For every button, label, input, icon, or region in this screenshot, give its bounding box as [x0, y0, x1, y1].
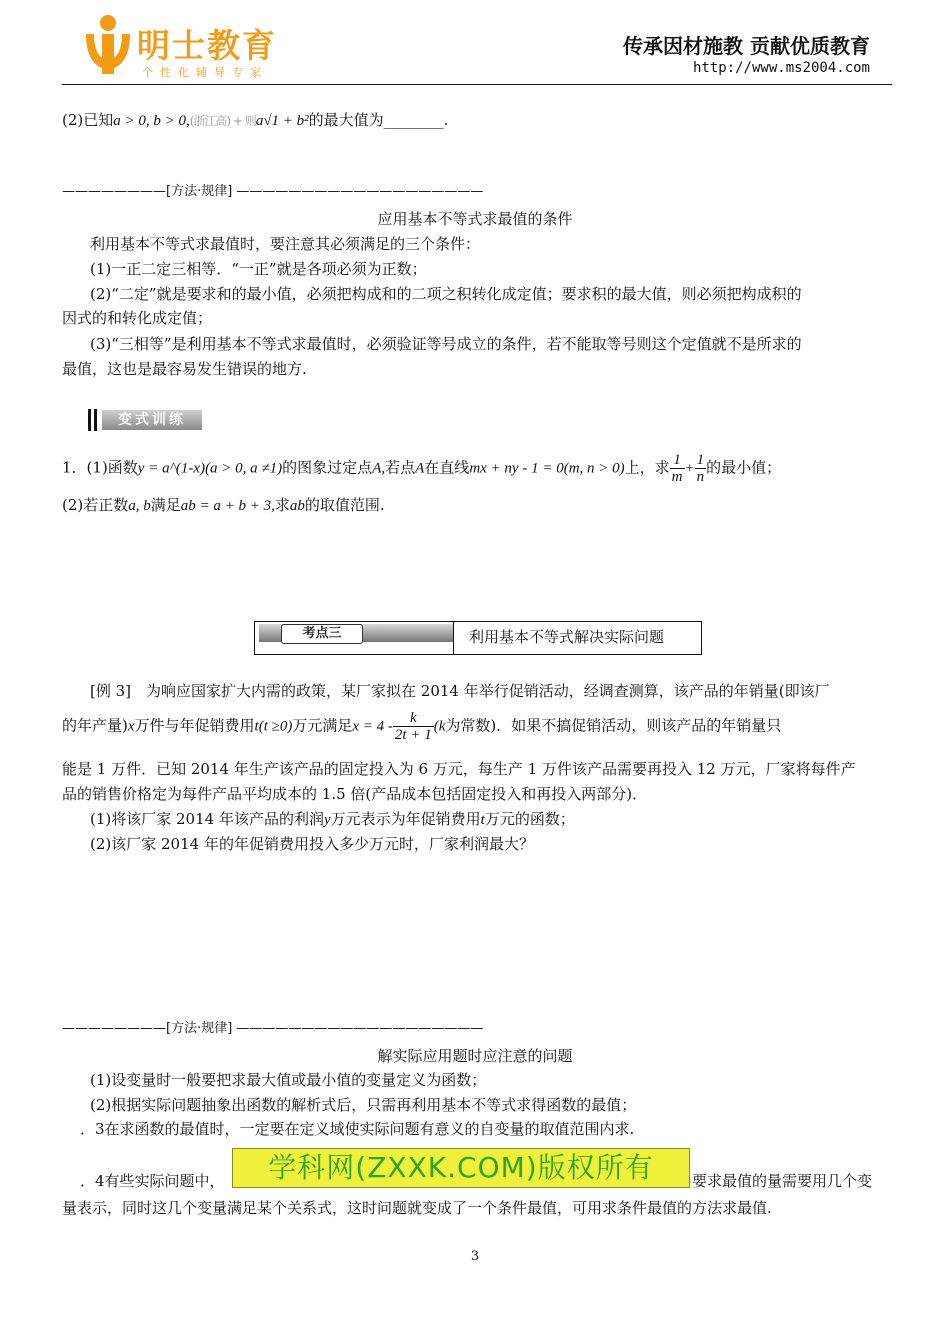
- q2-prefix: (2)已知: [62, 111, 114, 129]
- header-divider: [62, 84, 892, 85]
- ex3-var-t: t: [480, 812, 485, 828]
- method1-line-6: 最值，这也是最容易发生错误的地方.: [62, 360, 307, 378]
- example3-question-1: [90, 809, 575, 830]
- ex1-fraction-2: $\frac{1}{n}$: [696, 452, 705, 485]
- ex3-var-x: x: [127, 718, 135, 735]
- header-url[interactable]: http://www.ms2004.com: [692, 60, 870, 76]
- ex1-point: A: [415, 460, 425, 477]
- exercise-1-part-1: [62, 452, 781, 485]
- example3-line-3: 能是 1 万件．已知 2014 年生产该产品的固定投入为 6 万元，每生产 1 万件该产品需要再投入 12 万元，厂家将每件产: [62, 760, 856, 778]
- ex3-text: 万件与年促销费用: [134, 716, 255, 735]
- logo: [80, 10, 310, 80]
- method2-line-4a: ．4有些实际问题中，: [80, 1172, 225, 1190]
- method1-line-4: 因式的和转化成定值；: [62, 309, 213, 327]
- method-heading-2: ————————[方法·规律] ———————————————————: [62, 1021, 484, 1036]
- ex1-vars: a, b: [128, 498, 151, 514]
- ex3-k: (k: [433, 718, 446, 735]
- method1-line-5: (3)“三相等”是利用基本不等式求最值时，必须验证等号成立的条件，若不能取等号则这个定值就不是所求的: [90, 335, 802, 353]
- ex3-fraction: $\frac{k}{2t + 1}$: [394, 710, 432, 743]
- ex1-text: 求: [274, 496, 290, 514]
- method1-line-1: 利用基本不等式求最值时，要注意其必须满足的三个条件：: [90, 235, 481, 253]
- ex1-equation: ab = a + b + 3,: [180, 498, 275, 514]
- ex1-text: (2)若正数: [62, 496, 129, 514]
- header-slogan: 传承因材施教 贡献优质教育: [623, 34, 870, 58]
- ex1-point: A,: [372, 460, 386, 477]
- ex1-text: 的图象过定点: [282, 458, 373, 477]
- ex1-line-equation: mx + ny - 1 = 0(m, n > 0): [469, 460, 625, 477]
- ex1-text: 1．(1)函数: [62, 458, 138, 477]
- ex1-plus: +: [684, 460, 695, 477]
- variant-training-label: [88, 409, 206, 431]
- variant-training-text: 变式训练: [102, 410, 202, 430]
- ex1-condition: (a > 0, a ≠1): [205, 460, 283, 477]
- copyright-watermark: 学科网(ZXXK.COM)版权所有: [232, 1148, 690, 1188]
- ex1-ab: ab: [289, 498, 305, 514]
- q2-suffix: 的最大值为________.: [308, 111, 449, 129]
- ex1-text: 的最小值；: [706, 458, 782, 477]
- logo-name: 明士教育: [137, 26, 277, 65]
- ex3-text: 万元的函数；: [484, 810, 575, 828]
- ex1-text: 满足: [150, 496, 181, 514]
- q2-garbled-text: (浙江高) + 则: [189, 114, 256, 128]
- test-point-divider: [453, 622, 454, 654]
- ex3-condition: (t ≥0): [258, 718, 293, 735]
- example3-question-2: (2)该厂家 2014 年的年促销费用投入多少万元时，厂家利润最大？: [90, 835, 534, 853]
- ex3-var-t: t: [254, 718, 259, 735]
- method1-line-3: (2)“二定”就是要求和的最小值，必须把构成和的二项之积转化成定值；要求积的最大值，则必须把构成积的: [90, 285, 802, 303]
- ex3-text: 万元表示为年促销费用: [330, 810, 481, 828]
- method-heading-1: ————————[方法·规律] ———————————————————: [62, 184, 484, 199]
- ex3-text: (1)将该厂家 2014 年该产品的利润: [90, 810, 324, 828]
- page-number: 3: [470, 1249, 480, 1264]
- ex1-function: y = a^(1-x): [137, 460, 206, 477]
- logo-tagline: 个性化辅导专家: [142, 66, 268, 79]
- method2-line-3: ．3在求函数的最值时，一定要在定义域使实际问题有意义的自变量的取值范围内求.: [80, 1120, 635, 1138]
- method2-line-5: 量表示，同时这几个变量满足某个关系式，这时问题就变成了一个条件最值，可用求条件最值的方法求最值.: [62, 1199, 772, 1217]
- method2-line-2: (2)根据实际问题抽象出函数的解析式后，只需再利用基本不等式求得函数的最值；: [90, 1096, 637, 1114]
- logo-figure-icon: [80, 14, 136, 76]
- example3-line-1: [例 3] 为响应国家扩大内需的政策，某厂家拟在 2014 年举行促销活动，经调查测算，该产品的年销量(即该厂: [90, 682, 830, 700]
- ex1-text: 的取值范围.: [304, 496, 385, 514]
- q2-condition: a > 0, b > 0,: [113, 113, 190, 129]
- method2-line-4b: 要求最值的量需要用几个变: [692, 1172, 873, 1190]
- method-title-2: 解实际应用题时应注意的问题: [377, 1047, 573, 1065]
- test-point-label: 考点三: [281, 624, 363, 644]
- ex3-text: 为常数)．如果不搞促销活动，则该产品的年销量只: [445, 716, 782, 735]
- q2-expression: a√1 + b²: [255, 113, 309, 129]
- test-point-3-header: [254, 621, 702, 655]
- test-point-label-bg: [259, 624, 453, 642]
- ex3-formula: x = 4 -: [352, 718, 393, 735]
- ex1-text: 若点: [385, 458, 416, 477]
- method1-line-2: (1)一正二定三相等．“一正”就是各项必须为正数；: [90, 260, 427, 278]
- question-2: [62, 110, 448, 131]
- example3-line-2: [62, 710, 781, 743]
- ex1-text: 在直线: [424, 458, 470, 477]
- example3-line-4: 品的销售价格定为每件产品平均成本的 1.5 倍(产品成本包括固定投入和再投入两部分)．: [62, 785, 648, 803]
- exercise-1-part-2: [62, 495, 385, 516]
- method2-line-1: (1)设变量时一般要把求最大值或最小值的变量定义为函数；: [90, 1071, 487, 1089]
- ex3-var-y: y: [323, 812, 331, 828]
- ex1-text: 上，求: [624, 458, 670, 477]
- ex3-text: 的年产量): [62, 716, 128, 735]
- test-point-title: 利用基本不等式解决实际问题: [469, 628, 665, 646]
- ex1-fraction-1: $\frac{1}{m}$: [671, 452, 683, 485]
- method-title-1: 应用基本不等式求最值的条件: [377, 210, 573, 228]
- ex3-text: 万元满足: [292, 716, 353, 735]
